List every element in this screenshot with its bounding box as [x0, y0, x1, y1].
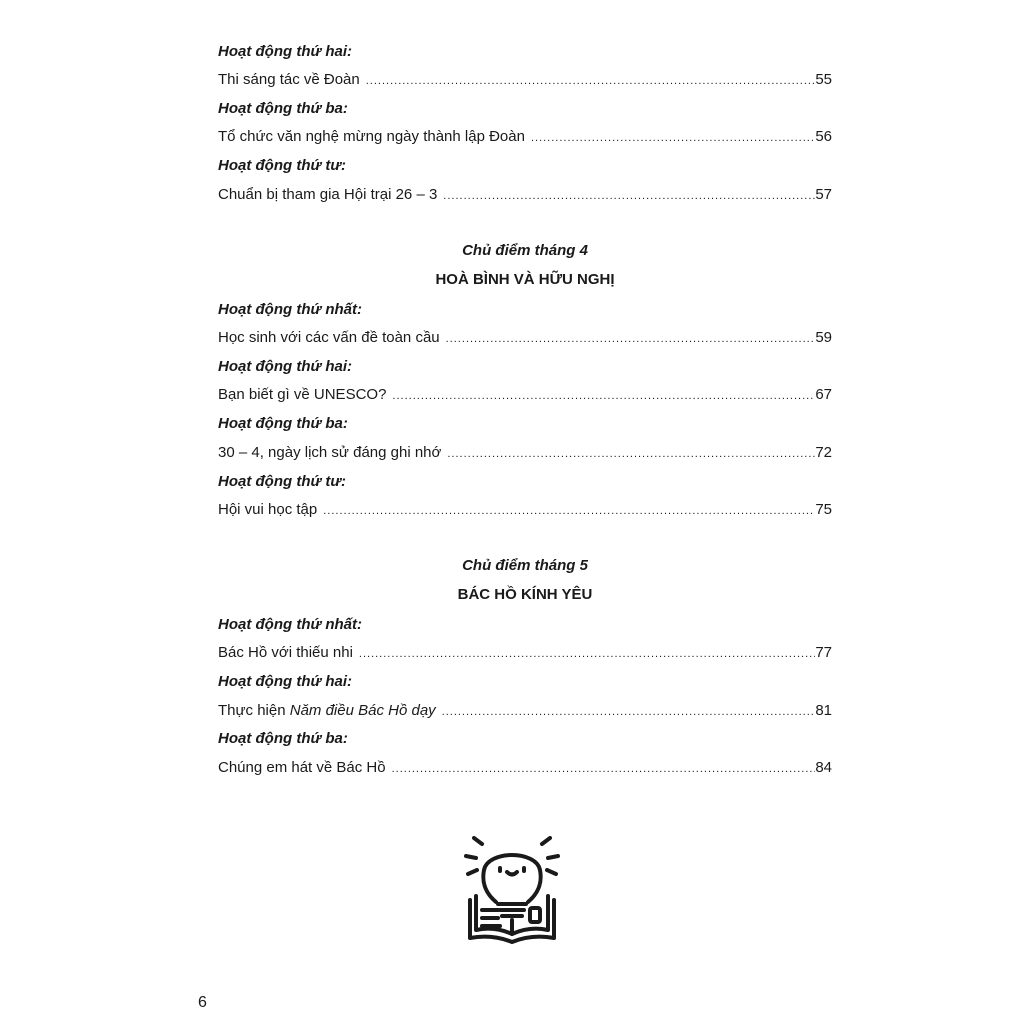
activity-heading: Hoạt động thứ tư: [218, 473, 347, 490]
entry-title: Bác Hồ với thiếu nhi [218, 644, 353, 661]
entry-title: Chuẩn bị tham gia Hội trại 26 – 3 [218, 186, 438, 203]
dot-leader [447, 444, 815, 464]
activity-heading: Hoạt động thứ ba: [218, 100, 348, 117]
chapter-label: Chủ điểm tháng 4 [462, 242, 588, 259]
toc-entry[interactable] [218, 758, 832, 779]
chapter-label: Chủ điểm tháng 5 [462, 557, 588, 574]
toc-entry[interactable] [218, 701, 832, 722]
entry-page: 84 [815, 759, 832, 776]
toc-entry[interactable] [218, 385, 832, 406]
activity-heading: Hoạt động thứ nhất: [218, 301, 363, 318]
entry-title [218, 701, 442, 721]
entry-page: 72 [815, 444, 832, 461]
entry-title-italic: Năm điều Bác Hồ dạy [289, 702, 436, 719]
entry-title: Hội vui học tập [218, 501, 318, 518]
entry-title: 30 – 4, ngày lịch sử đáng ghi nhớ [218, 444, 442, 461]
activity-heading: Hoạt động thứ hai: [218, 43, 353, 60]
toc-entry[interactable] [218, 185, 832, 206]
entry-title: Học sinh với các vấn đề toàn cầu [218, 329, 440, 346]
dot-leader [366, 71, 816, 91]
entry-page: 59 [815, 329, 832, 346]
entry-page: 55 [815, 71, 832, 88]
dot-leader [323, 501, 815, 521]
toc-entry[interactable] [218, 443, 832, 464]
entry-page: 77 [815, 644, 832, 661]
activity-heading: Hoạt động thứ ba: [218, 415, 348, 432]
dot-leader [442, 702, 816, 722]
entry-page: 57 [815, 186, 832, 203]
dot-leader [446, 329, 816, 349]
toc-entry[interactable] [218, 328, 832, 349]
toc-entry[interactable] [218, 70, 832, 91]
lightbulb-book-icon [462, 830, 562, 950]
entry-page: 75 [815, 501, 832, 518]
dot-leader [392, 759, 816, 779]
dot-leader [531, 128, 815, 148]
chapter-title: BÁC HỒ KÍNH YÊU [457, 586, 593, 603]
dot-leader [392, 386, 815, 406]
chapter-title: HOÀ BÌNH VÀ HỮU NGHỊ [435, 271, 615, 288]
page-number: 6 [198, 994, 207, 1011]
activity-heading: Hoạt động thứ hai: [218, 358, 353, 375]
activity-heading: Hoạt động thứ hai: [218, 673, 353, 690]
entry-title: Tổ chức văn nghệ mừng ngày thành lập Đoàn [218, 128, 525, 145]
dot-leader [359, 644, 815, 664]
entry-title: Chúng em hát về Bác Hồ [218, 759, 386, 776]
entry-title: Bạn biết gì về UNESCO? [218, 386, 387, 403]
toc-entry[interactable] [218, 500, 832, 521]
entry-title: Thi sáng tác về Đoàn [218, 71, 360, 88]
activity-heading: Hoạt động thứ nhất: [218, 616, 363, 633]
toc-entry[interactable] [218, 127, 832, 148]
entry-page: 81 [815, 702, 832, 719]
entry-page: 67 [815, 386, 832, 403]
activity-heading: Hoạt động thứ ba: [218, 730, 348, 747]
entry-page: 56 [815, 128, 832, 145]
toc-entry[interactable] [218, 643, 832, 664]
activity-heading: Hoạt động thứ tư: [218, 157, 347, 174]
dot-leader [443, 186, 815, 206]
entry-title-prefix: Thực hiện [218, 702, 290, 719]
